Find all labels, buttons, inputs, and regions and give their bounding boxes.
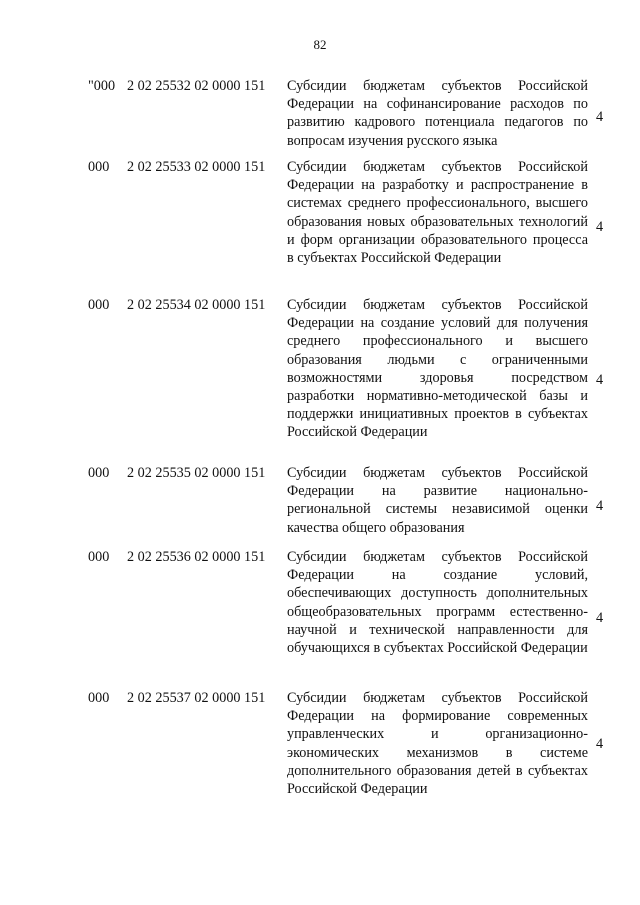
row-prefix-code: 000 [88,159,110,175]
row-description: Субсидии бюджетам субъектов Российской Федерации на разработку и распространение в системах среднего профессионального, высшего образования новых образовательных технологий и форм организации образовательного процесса в субъектах Российской Федерации [287,159,588,267]
table-row [0,158,640,296]
row-prefix-code: 000 [88,549,110,565]
row-budget-code: 2 02 25533 02 0000 151 [127,159,266,175]
row-value: 4 [596,497,604,514]
row-budget-code: 2 02 25536 02 0000 151 [127,549,266,565]
row-description: Субсидии бюджетам субъектов Российской Федерации на развитие национально-региональной системы независимой оценки качества общего образования [287,465,588,536]
row-description: Субсидии бюджетам субъектов Российской Федерации на софинансирование расходов по развитию кадрового потенциала педагогов по вопросам изучения русского языка [287,78,588,149]
row-value: 4 [596,371,604,388]
row-prefix-code: 000 [88,690,110,706]
table-row [0,464,640,548]
row-budget-code: 2 02 25534 02 0000 151 [127,297,266,313]
row-prefix-code: "000 [88,78,116,94]
page-number: 82 [313,37,327,52]
row-value: 4 [596,109,604,126]
table-row [0,689,640,799]
row-value: 4 [596,218,604,235]
budget-code-table [0,77,640,799]
row-budget-code: 2 02 25532 02 0000 151 [127,78,266,94]
row-prefix-code: 000 [88,465,110,481]
row-value: 4 [596,610,604,627]
table-row [0,77,640,158]
row-description: Субсидии бюджетам субъектов Российской Федерации на формирование современных управленческих и организационно-экономических механизмов в системе дополнительного образования детей в субъектах Российской Федерации [287,690,588,798]
row-description: Субсидии бюджетам субъектов Российской Федерации на создание условий для получения среднего профессионального и высшего образования людьми с ограниченными возможностями здоровья посредством разработки нормативно-методической базы и поддержки инициативных проектов в субъектах Российской Федерации [287,297,588,441]
table-row [0,296,640,464]
row-value: 4 [596,735,604,752]
row-budget-code: 2 02 25537 02 0000 151 [127,690,266,706]
table-row [0,548,640,689]
row-description: Субсидии бюджетам субъектов Российской Федерации на создание условий, обеспечивающих доступность дополнительных общеобразовательных программ естественно-научной и технической направленности для обучающихся в субъектах Российской Федерации [287,549,588,657]
row-budget-code: 2 02 25535 02 0000 151 [127,465,266,481]
row-prefix-code: 000 [88,297,110,313]
